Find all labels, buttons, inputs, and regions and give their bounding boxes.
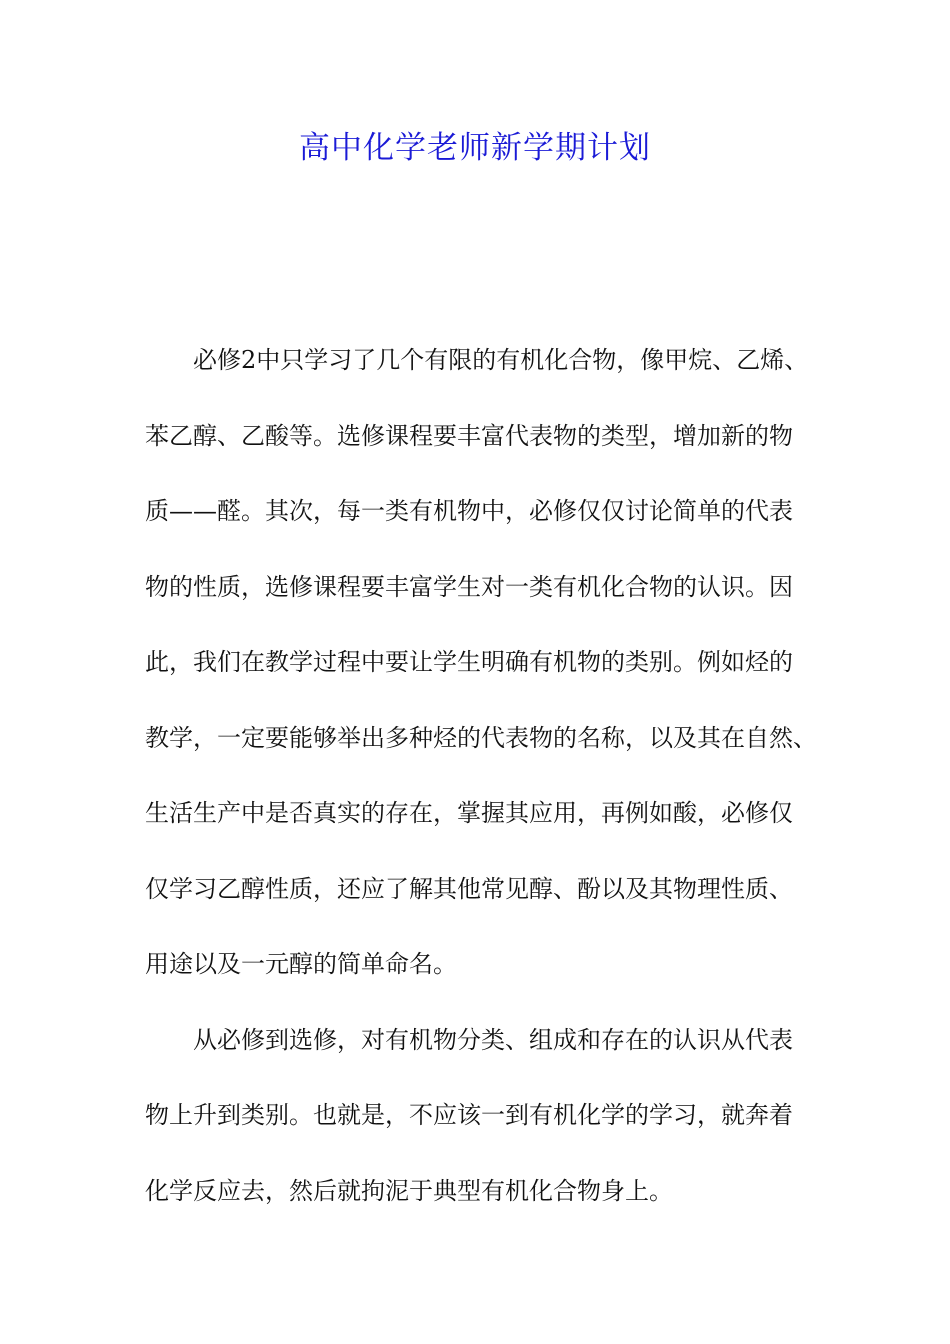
paragraph-1-line-3: 质——醛。其次，每一类有机物中，必修仅仅讨论简单的代表 (145, 497, 793, 525)
paragraph-2-line-3: 化学反应去，然后就拘泥于典型有机化合物身上。 (145, 1176, 673, 1205)
paragraph-2-line-1: 从必修到选修，对有机物分类、组成和存在的认识从代表 (193, 1025, 793, 1054)
paragraph-1-line-1: 必修2中只学习了几个有限的有机化合物，像甲烷、乙烯、 (193, 346, 809, 374)
document-title: 高中化学老师新学期计划 (299, 130, 651, 166)
paragraph-1-line-7: 生活生产中是否真实的存在，掌握其应用，再例如酸，必修仅 (145, 799, 793, 827)
paragraph-1-line-6: 教学，一定要能够举出多种烃的代表物的名称，以及其在自然、 (145, 723, 817, 752)
paragraph-1-line-5: 此，我们在教学过程中要让学生明确有机物的类别。例如烃的 (145, 648, 793, 676)
paragraph-1-line-2: 苯乙醇、乙酸等。选修课程要丰富代表物的类型，增加新的物 (145, 421, 793, 450)
paragraph-1-line-8: 仅学习乙醇性质，还应了解其他常见醇、酚以及其物理性质、 (145, 874, 793, 903)
document-body (145, 340, 817, 1246)
paragraph-1-line-9: 用途以及一元醇的简单命名。 (145, 950, 457, 978)
paragraph-1-line-4: 物的性质，选修课程要丰富学生对一类有机化合物的认识。因 (145, 572, 793, 601)
paragraph-2-line-2: 物上升到类别。也就是，不应该一到有机化学的学习，就奔着 (145, 1101, 793, 1129)
